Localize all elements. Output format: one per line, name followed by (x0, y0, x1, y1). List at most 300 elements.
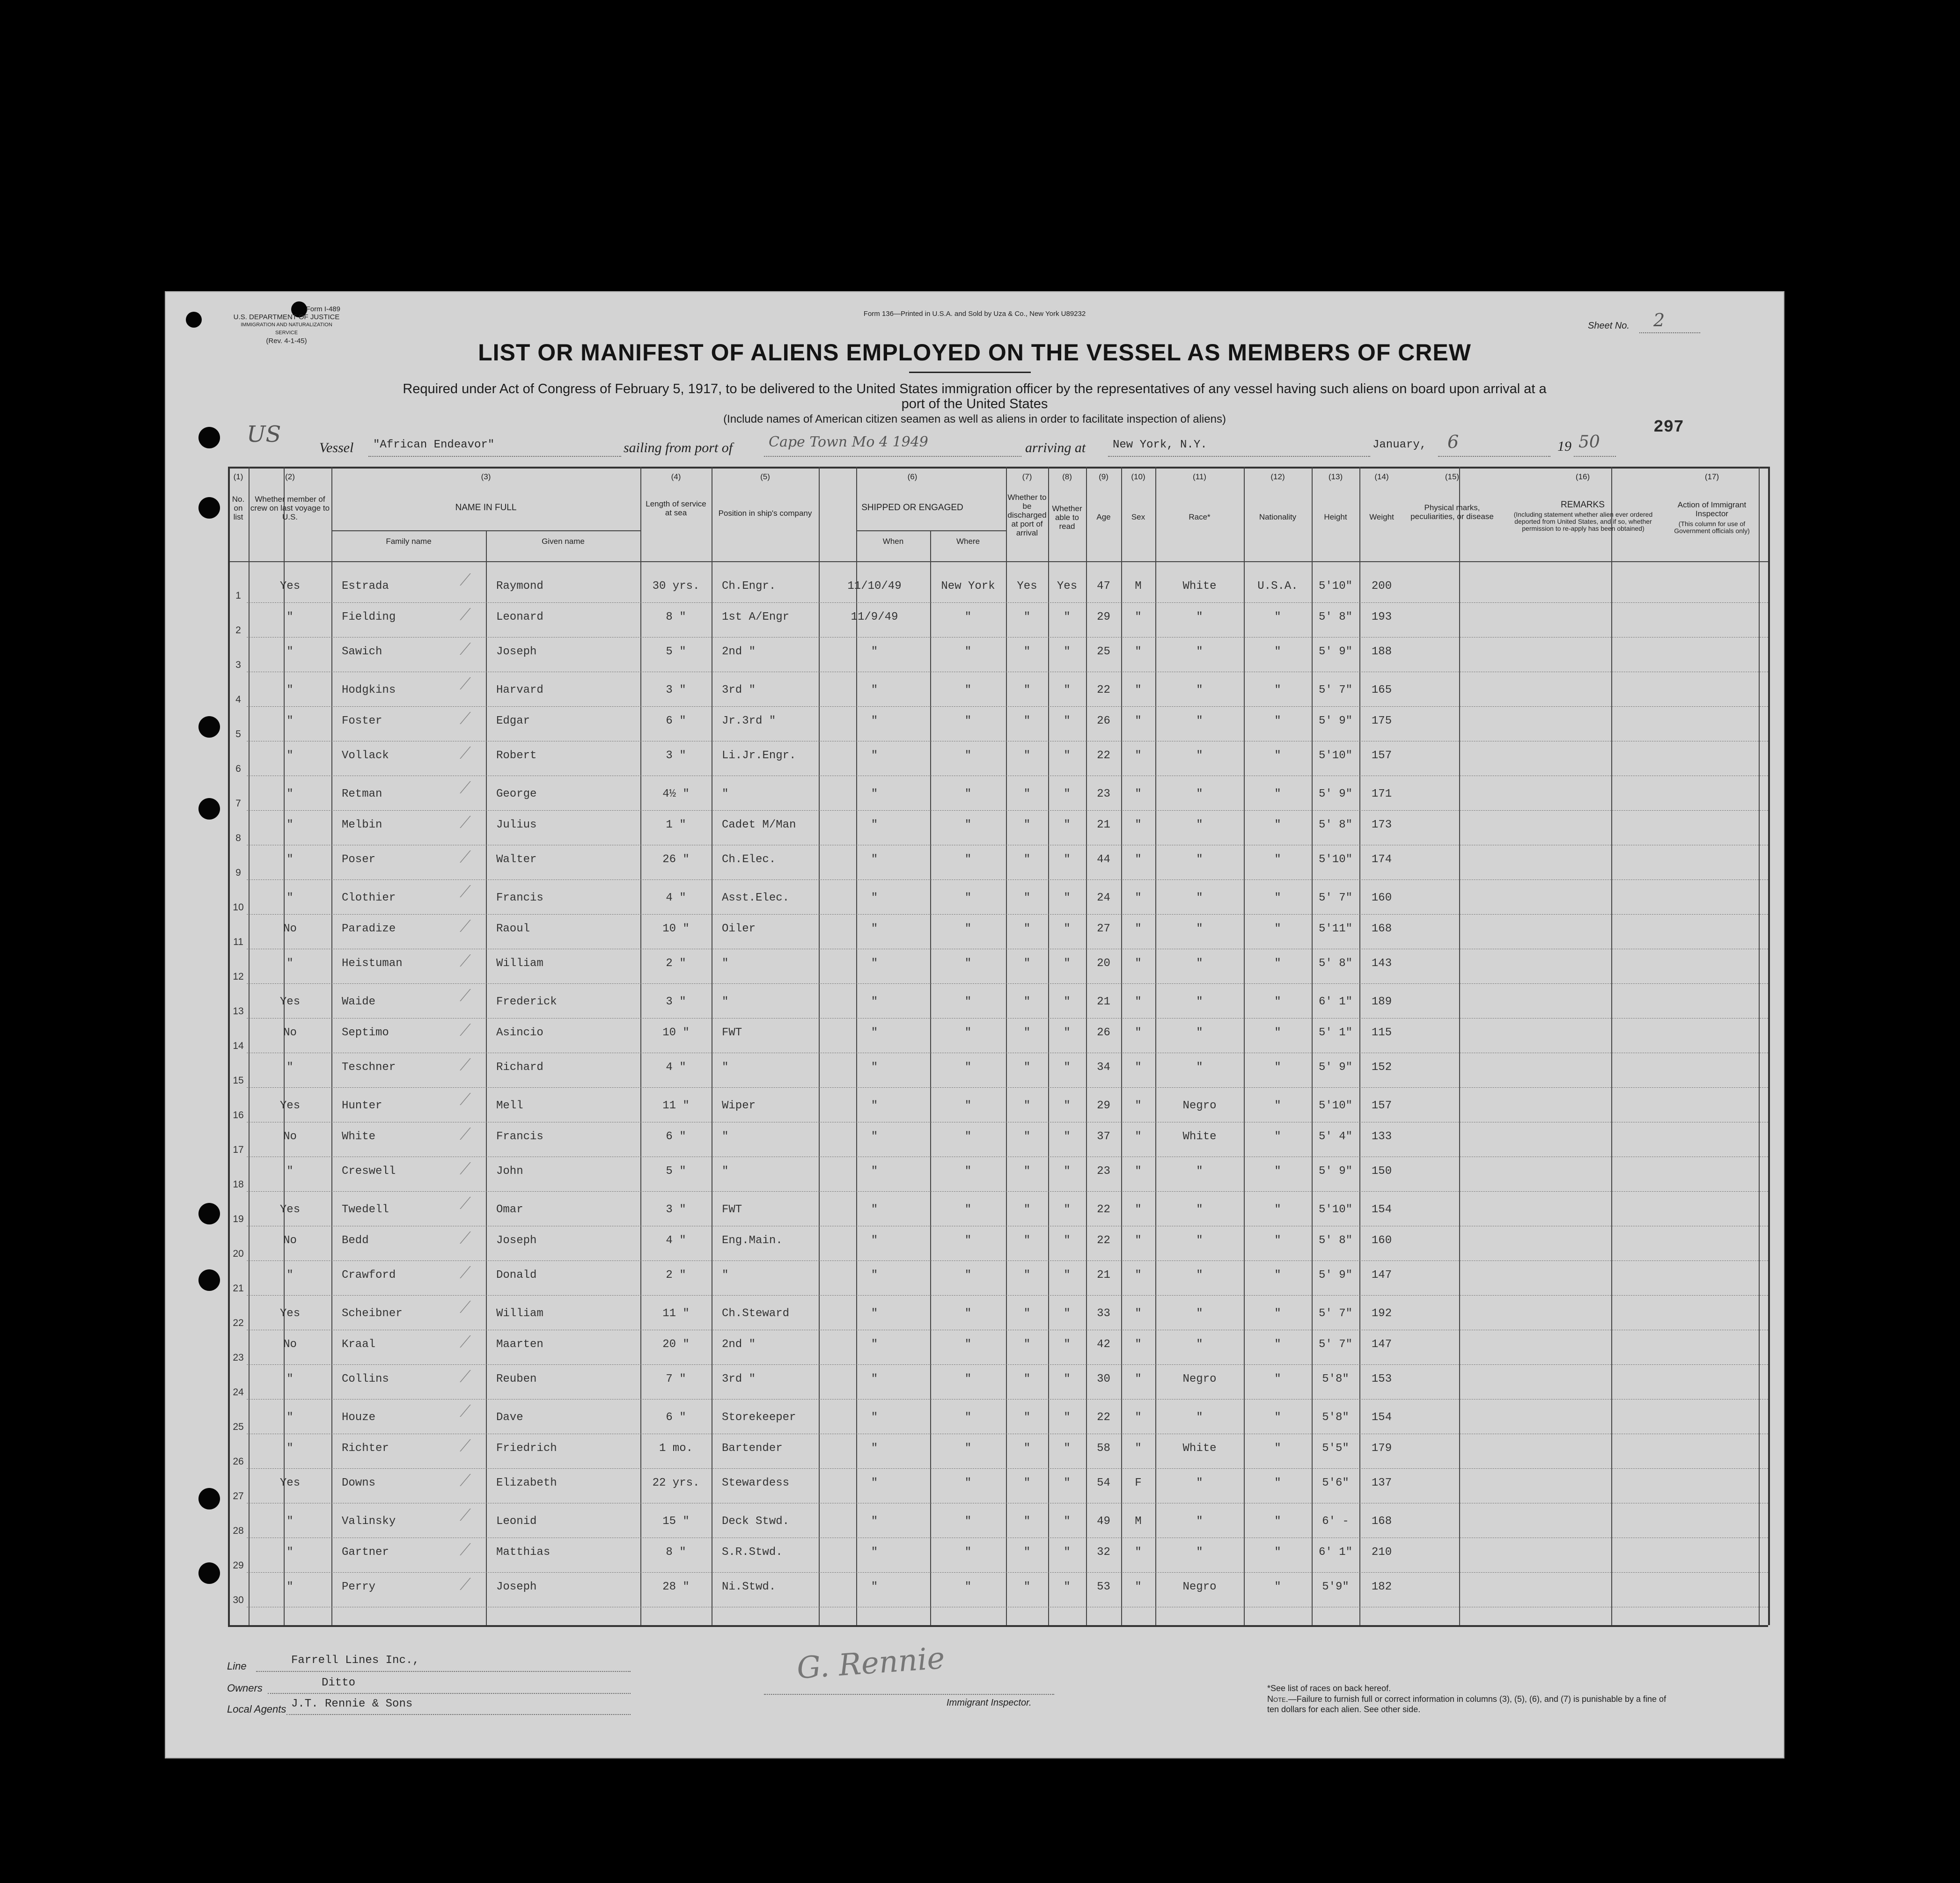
column-number: (3) (481, 472, 491, 481)
punch-hole (186, 312, 202, 328)
cell-when: " (871, 1165, 878, 1178)
cell-nat: " (1274, 1203, 1281, 1216)
cell-read: " (1064, 819, 1071, 831)
cell-weight: 133 (1371, 1130, 1392, 1143)
row-number: 21 (233, 1283, 244, 1294)
check-mark (443, 677, 471, 689)
cell-weight: 200 (1371, 580, 1392, 593)
cell-family: Richter (342, 1442, 389, 1455)
note-text: —Failure to furnish full or correct information in columns (3), (5), (6), and (7) is punishable by a fine of ten dollars for each alien. See other side. (1267, 1694, 1666, 1714)
cell-when: " (871, 1307, 878, 1320)
cell-position: Cadet M/Man (722, 819, 796, 831)
punch-hole (198, 1562, 220, 1584)
line-value: Farrell Lines Inc., (291, 1654, 419, 1667)
cell-disch: " (1023, 1546, 1031, 1559)
row-divider (247, 706, 1768, 707)
cell-weight: 175 (1371, 715, 1392, 727)
check-mark (443, 1231, 471, 1244)
cell-race: White (1182, 1442, 1217, 1455)
column-header-h16: REMARKS (1561, 500, 1605, 510)
cell-nat: " (1274, 1581, 1281, 1593)
cell-family: Paradize (342, 923, 396, 935)
cell-position: " (722, 957, 729, 970)
cell-read: " (1064, 684, 1071, 696)
cell-prev: " (286, 1581, 294, 1593)
cell-given: Omar (496, 1203, 523, 1216)
cell-race: " (1196, 749, 1203, 762)
cell-weight: 115 (1371, 1026, 1392, 1039)
cell-family: Estrada (342, 580, 389, 593)
cell-position: " (722, 1061, 729, 1074)
line-label: Line (227, 1660, 247, 1672)
subtitle-line1: Required under Act of Congress of February 5, 1917, to be delivered to the United States immigration officer by the representatives of any vessel having such aliens on board upon arrival at a (403, 381, 1547, 396)
cell-family: Clothier (342, 892, 396, 904)
sheet-number-line (1639, 332, 1700, 333)
cell-weight: 157 (1371, 1099, 1392, 1112)
cell-disch: " (1023, 645, 1031, 658)
cell-sex: M (1135, 1515, 1142, 1528)
cell-read: " (1064, 892, 1071, 904)
year-prefix: 19 (1557, 439, 1571, 454)
cell-height: 5'8" (1322, 1411, 1349, 1424)
column-number: (12) (1270, 472, 1285, 481)
cell-when: " (871, 957, 878, 970)
cell-family: Foster (342, 715, 382, 727)
cell-when: " (871, 715, 878, 727)
cell-sex: " (1135, 645, 1142, 658)
cell-read: " (1064, 996, 1071, 1008)
cell-weight: 154 (1371, 1203, 1392, 1216)
cell-race: Negro (1182, 1581, 1217, 1593)
cell-nat: " (1274, 749, 1281, 762)
cell-service: 4 " (666, 1061, 686, 1074)
cell-read: " (1064, 1099, 1071, 1112)
cell-nat: " (1274, 1411, 1281, 1424)
cell-prev: " (286, 645, 294, 658)
cell-given: Mell (496, 1099, 523, 1112)
cell-where: " (964, 892, 972, 904)
name-subheader-line-2 (486, 530, 640, 531)
cell-read: " (1064, 853, 1071, 866)
cell-sex: " (1135, 1269, 1142, 1282)
header-bottom-border (228, 561, 1768, 562)
vessel-label: Vessel (319, 440, 354, 455)
cell-family: Poser (342, 853, 376, 866)
cell-where: " (964, 923, 972, 935)
cell-sex: " (1135, 819, 1142, 831)
row-number: 16 (233, 1110, 244, 1121)
cell-disch: " (1023, 1061, 1031, 1074)
check-mark (443, 954, 471, 967)
cell-weight: 147 (1371, 1269, 1392, 1282)
cell-where: " (964, 611, 972, 623)
note-label: Note. (1267, 1694, 1288, 1704)
revision: (Rev. 4-1-45) (266, 337, 307, 345)
column-header-h15: Physical marks, peculiarities, or disease (1410, 503, 1494, 521)
cell-disch: " (1023, 715, 1031, 727)
cell-nat: " (1274, 1234, 1281, 1247)
check-mark (443, 1439, 471, 1451)
row-number: 28 (233, 1525, 244, 1536)
cell-where: " (964, 1307, 972, 1320)
cell-given: Matthias (496, 1546, 551, 1559)
cell-where: " (964, 1515, 972, 1528)
cell-given: John (496, 1165, 523, 1178)
table-bottom-border (228, 1625, 1768, 1627)
cell-when: " (871, 892, 878, 904)
cell-family: Crawford (342, 1269, 396, 1282)
cell-race: " (1196, 1338, 1203, 1351)
row-number: 5 (235, 729, 241, 740)
cell-disch: " (1023, 611, 1031, 623)
cell-nat: " (1274, 1477, 1281, 1489)
row-number: 9 (235, 867, 241, 878)
cell-nat: " (1274, 957, 1281, 970)
cell-family: Teschner (342, 1061, 396, 1074)
cell-read: " (1064, 749, 1071, 762)
cell-age: 23 (1097, 788, 1110, 800)
cell-age: 21 (1097, 996, 1110, 1008)
cell-given: Francis (496, 1130, 543, 1143)
cell-nat: " (1274, 923, 1281, 935)
owners-label: Owners (227, 1682, 263, 1694)
cell-weight: 168 (1371, 1515, 1392, 1528)
cell-age: 42 (1097, 1338, 1110, 1351)
cell-prev: " (286, 749, 294, 762)
cell-nat: " (1274, 1269, 1281, 1282)
cell-where: " (964, 1373, 972, 1385)
cell-where: " (964, 1061, 972, 1074)
cell-where: " (964, 1338, 972, 1351)
row-divider (247, 1087, 1768, 1088)
check-mark (443, 608, 471, 620)
check-mark (443, 850, 471, 863)
cell-height: 6' - (1322, 1515, 1349, 1528)
cell-age: 44 (1097, 853, 1110, 866)
cell-position: " (722, 1130, 729, 1143)
cell-when: " (871, 1546, 878, 1559)
sheet-number: 2 (1653, 310, 1665, 330)
cell-age: 25 (1097, 645, 1110, 658)
cell-height: 5'10" (1318, 853, 1352, 866)
cell-height: 5'8" (1322, 1373, 1349, 1385)
cell-read: " (1064, 1442, 1071, 1455)
cell-nat: " (1274, 1515, 1281, 1528)
cell-prev: " (286, 957, 294, 970)
cell-sex: " (1135, 1442, 1142, 1455)
cell-service: 4½ " (662, 788, 690, 800)
row-divider (247, 1572, 1768, 1573)
subtitle-line3: (Include names of American citizen seamen as well as aliens in order to facilitate inspection of aliens) (723, 413, 1226, 425)
row-number: 29 (233, 1560, 244, 1571)
cell-service: 1 mo. (659, 1442, 693, 1455)
crew-table (228, 467, 1768, 1625)
cell-position: FWT (722, 1203, 742, 1216)
cell-nat: " (1274, 892, 1281, 904)
cell-nat: " (1274, 611, 1281, 623)
arriving-label: arriving at (1025, 440, 1086, 455)
cell-given: Francis (496, 892, 543, 904)
column-header-h6: SHIPPED OR ENGAGED (861, 503, 963, 513)
cell-where: " (964, 1130, 972, 1143)
title-underline (909, 372, 1031, 373)
check-mark (443, 1543, 471, 1555)
row-divider (247, 1364, 1768, 1365)
punch-hole (198, 716, 220, 738)
cell-prev: Yes (279, 1099, 301, 1112)
cell-where: " (964, 853, 972, 866)
cell-disch: " (1023, 684, 1031, 696)
cell-disch: " (1023, 892, 1031, 904)
cell-service: 6 " (666, 1411, 686, 1424)
column-subheader-h3a: Family name (386, 537, 432, 546)
check-mark (443, 643, 471, 655)
cell-service: 8 " (666, 611, 686, 623)
cell-service: 11 " (662, 1099, 690, 1112)
sailing-port: Cape Town Mo 4 1949 (769, 434, 928, 450)
cell-family: Gartner (342, 1546, 389, 1559)
cell-where: " (964, 1477, 972, 1489)
cell-nat: " (1274, 645, 1281, 658)
row-number: 3 (235, 659, 241, 670)
cell-height: 5' 8" (1318, 611, 1352, 623)
cell-prev: " (286, 611, 294, 623)
check-mark (443, 1474, 471, 1486)
cell-read: " (1064, 1203, 1071, 1216)
cell-nat: " (1274, 1061, 1281, 1074)
sailing-line (764, 456, 1021, 457)
cell-position: Oiler (722, 923, 756, 935)
cell-service: 5 " (666, 645, 686, 658)
column-number: (9) (1099, 472, 1108, 481)
row-divider (247, 810, 1768, 811)
cell-family: Collins (342, 1373, 389, 1385)
cell-disch: " (1023, 1130, 1031, 1143)
cell-position: Ch.Elec. (722, 853, 776, 866)
cell-weight: 171 (1371, 788, 1392, 800)
cell-sex: " (1135, 996, 1142, 1008)
cell-race: " (1196, 1234, 1203, 1247)
cell-when: " (871, 1581, 878, 1593)
cell-race: " (1196, 684, 1203, 696)
check-mark (443, 1093, 471, 1105)
cell-age: 21 (1097, 1269, 1110, 1282)
cell-when: " (871, 1515, 878, 1528)
stamp-number: 297 (1653, 418, 1684, 437)
column-subheader-h6a: When (882, 537, 904, 546)
punch-hole (198, 1203, 220, 1224)
cell-prev: " (286, 1061, 294, 1074)
column-number: (14) (1374, 472, 1389, 481)
cell-read: " (1064, 1165, 1071, 1178)
cell-given: George (496, 788, 537, 800)
cell-read: " (1064, 1477, 1071, 1489)
cell-read: " (1064, 957, 1071, 970)
column-number: (7) (1022, 472, 1032, 481)
cell-position: Wiper (722, 1099, 756, 1112)
cell-race: " (1196, 996, 1203, 1008)
cell-nat: " (1274, 1099, 1281, 1112)
column-number: (11) (1193, 472, 1206, 481)
cell-disch: " (1023, 1165, 1031, 1178)
cell-weight: 137 (1371, 1477, 1392, 1489)
cell-where: " (964, 819, 972, 831)
cell-given: Leonid (496, 1515, 537, 1528)
cell-when: " (871, 1061, 878, 1074)
row-divider (247, 1468, 1768, 1469)
cell-nat: " (1274, 1338, 1281, 1351)
column-header-h13: Height (1324, 513, 1347, 521)
cell-weight: 150 (1371, 1165, 1392, 1178)
cell-position: " (722, 1269, 729, 1282)
name-subheader-line (331, 530, 486, 531)
column-number: (4) (671, 472, 681, 481)
cell-weight: 193 (1371, 611, 1392, 623)
cell-when: " (871, 923, 878, 935)
cell-read: " (1064, 788, 1071, 800)
cell-weight: 174 (1371, 853, 1392, 866)
cell-given: Dave (496, 1411, 523, 1424)
cell-disch: " (1023, 819, 1031, 831)
cell-race: " (1196, 1165, 1203, 1178)
cell-when: " (871, 996, 878, 1008)
cell-sex: " (1135, 684, 1142, 696)
column-number: (17) (1704, 472, 1719, 481)
cell-age: 49 (1097, 1515, 1110, 1528)
cell-given: Joseph (496, 1581, 537, 1593)
cell-position: Ch.Steward (722, 1307, 790, 1320)
cell-position: Ni.Stwd. (722, 1581, 776, 1593)
cell-weight: 168 (1371, 923, 1392, 935)
check-mark (443, 816, 471, 828)
cell-sex: " (1135, 1234, 1142, 1247)
row-number: 2 (235, 625, 241, 636)
column-divider (1611, 467, 1612, 1625)
manifest-sheet (165, 291, 1784, 1758)
cell-sex: " (1135, 892, 1142, 904)
cell-sex: " (1135, 1130, 1142, 1143)
column-number: (1) (233, 472, 243, 481)
agents-value: J.T. Rennie & Sons (291, 1698, 413, 1710)
cell-service: 3 " (666, 1203, 686, 1216)
cell-prev: " (286, 715, 294, 727)
cell-height: 6' 1" (1318, 996, 1352, 1008)
margin-note: US (247, 421, 281, 447)
cell-weight: 143 (1371, 957, 1392, 970)
column-number: (6) (907, 472, 918, 481)
cell-age: 37 (1097, 1130, 1110, 1143)
cell-prev: Yes (279, 1477, 301, 1489)
cell-where: " (964, 1411, 972, 1424)
cell-position: " (722, 788, 729, 800)
cell-given: Raoul (496, 923, 530, 935)
cell-age: 22 (1097, 749, 1110, 762)
cell-given: Joseph (496, 1234, 537, 1247)
check-mark (443, 1024, 471, 1036)
cell-prev: " (286, 1442, 294, 1455)
cell-read: " (1064, 1026, 1071, 1039)
cell-weight: 210 (1371, 1546, 1392, 1559)
row-number: 27 (233, 1491, 244, 1502)
form-number: Form I-489 (306, 305, 340, 313)
check-mark (443, 781, 471, 793)
row-divider (247, 914, 1768, 915)
cell-sex: " (1135, 1373, 1142, 1385)
cell-disch: " (1023, 1373, 1031, 1385)
cell-where: " (964, 996, 972, 1008)
cell-position: Eng.Main. (722, 1234, 783, 1247)
cell-when: " (871, 1477, 878, 1489)
row-number: 6 (235, 763, 241, 774)
cell-given: Raymond (496, 580, 543, 593)
cell-position: FWT (722, 1026, 742, 1039)
cell-prev: Yes (279, 1307, 301, 1320)
column-header-h9: Age (1096, 513, 1111, 521)
cell-disch: Yes (1017, 580, 1037, 593)
cell-sex: " (1135, 1061, 1142, 1074)
cell-nat: " (1274, 788, 1281, 800)
cell-service: 10 " (662, 1026, 690, 1039)
cell-disch: " (1023, 1099, 1031, 1112)
inspector-signature: G. Rennie (795, 1641, 946, 1686)
cell-given: Julius (496, 819, 537, 831)
check-mark (443, 712, 471, 724)
cell-given: Elizabeth (496, 1477, 557, 1489)
cell-nat: " (1274, 853, 1281, 866)
punch-hole (198, 798, 220, 820)
row-number: 25 (233, 1421, 244, 1432)
cell-prev: " (286, 1269, 294, 1282)
cell-race: Negro (1182, 1373, 1217, 1385)
cell-race: " (1196, 1307, 1203, 1320)
cell-age: 22 (1097, 1234, 1110, 1247)
cell-when: " (871, 1234, 878, 1247)
cell-height: 6' 1" (1318, 1546, 1352, 1559)
cell-when: " (871, 1338, 878, 1351)
cell-sex: " (1135, 1411, 1142, 1424)
cell-position: 3rd " (722, 684, 756, 696)
subtitle-line2: port of the United States (901, 396, 1048, 411)
check-mark (443, 989, 471, 1001)
cell-height: 5'10" (1318, 1099, 1352, 1112)
cell-disch: " (1023, 1269, 1031, 1282)
cell-sex: F (1135, 1477, 1142, 1489)
cell-family: Fielding (342, 611, 396, 623)
table-top-border (228, 467, 1768, 469)
cell-where: " (964, 957, 972, 970)
cell-position: Storekeeper (722, 1411, 796, 1424)
signature-line (764, 1694, 1054, 1695)
row-divider (247, 1295, 1768, 1296)
cell-height: 5' 8" (1318, 1234, 1352, 1247)
cell-where: " (964, 1581, 972, 1593)
cell-given: William (496, 957, 543, 970)
column-header-h10: Sex (1131, 513, 1145, 521)
cell-service: 2 " (666, 957, 686, 970)
row-number: 8 (235, 833, 241, 843)
row-number: 14 (233, 1040, 244, 1051)
row-divider (247, 1260, 1768, 1261)
cell-family: Waide (342, 996, 376, 1008)
cell-weight: 152 (1371, 1061, 1392, 1074)
cell-height: 5' 7" (1318, 684, 1352, 696)
cell-sex: " (1135, 715, 1142, 727)
cell-disch: " (1023, 1307, 1031, 1320)
cell-when: 11/10/49 (847, 580, 902, 593)
cell-age: 54 (1097, 1477, 1110, 1489)
column-number: (16) (1575, 472, 1590, 481)
cell-when: " (871, 1099, 878, 1112)
